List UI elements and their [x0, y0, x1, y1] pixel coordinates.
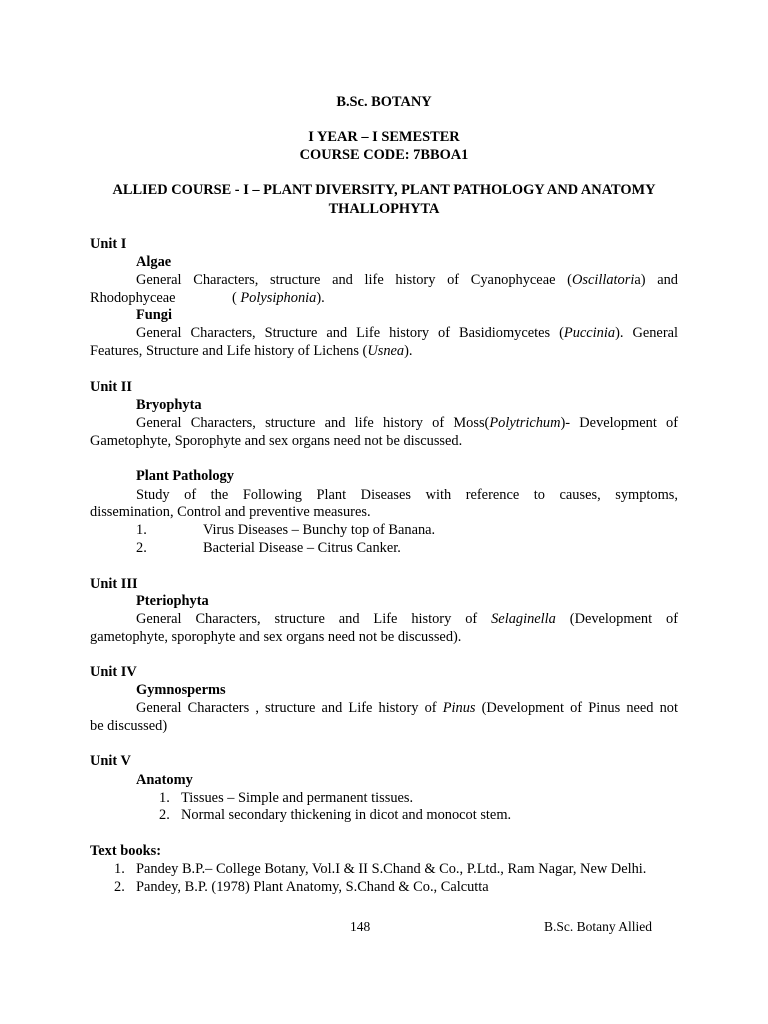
unit-3-label: Unit III: [90, 576, 138, 592]
bryophyta-line-1: General Characters, structure and life history of Moss(Polytrichum)- Development of: [136, 415, 679, 431]
list-item-number: 1.: [136, 522, 147, 538]
bryophyta-heading: Bryophyta: [136, 397, 202, 413]
algae-heading: Algae: [136, 254, 172, 270]
list-item: Tissues – Simple and permanent tissues.: [181, 790, 414, 806]
gymnosperms-heading: Gymnosperms: [136, 682, 226, 698]
list-item-number: 2.: [136, 540, 147, 556]
unit-5-label: Unit V: [90, 753, 131, 769]
running-footer: B.Sc. Botany Allied: [544, 919, 652, 934]
gymnosperms-line-2: be discussed): [90, 718, 168, 734]
bryophyta-line-2: Gametophyte, Sporophyte and sex organs need not be discussed.: [90, 433, 463, 449]
pteriophyta-line-1: General Characters, structure and Life history of Selaginella (Development of: [136, 611, 678, 627]
unit-1-label: Unit I: [90, 236, 127, 252]
pathology-heading: Plant Pathology: [136, 468, 234, 484]
pathology-line-2: dissemination, Control and preventive measures.: [90, 504, 371, 520]
course-code: COURSE CODE: 7BBOA1: [299, 147, 469, 163]
year-semester: I YEAR – I SEMESTER: [308, 129, 460, 145]
fungi-line-2: Features, Structure and Life history of Lichens (Usnea).: [90, 343, 413, 359]
unit-2-label: Unit II: [90, 379, 132, 395]
course-title: ALLIED COURSE - I – PLANT DIVERSITY, PLANT PATHOLOGY AND ANATOMY: [112, 182, 656, 198]
list-item-number: 2.: [114, 879, 125, 895]
list-item: Virus Diseases – Bunchy top of Banana.: [203, 522, 436, 538]
textbooks-heading: Text books:: [90, 843, 162, 859]
pteriophyta-heading: Pteriophyta: [136, 593, 209, 609]
list-item-number: 1.: [114, 861, 125, 877]
list-item: Bacterial Disease – Citrus Canker.: [203, 540, 401, 556]
page-number: 148: [350, 919, 371, 934]
unit-4-label: Unit IV: [90, 664, 137, 680]
anatomy-heading: Anatomy: [136, 772, 193, 788]
gymnosperms-line-1: General Characters , structure and Life history of Pinus (Development of Pinus need not: [136, 700, 678, 716]
program-title: B.Sc. BOTANY: [336, 94, 432, 110]
textbook-item: Pandey, B.P. (1978) Plant Anatomy, S.Chand & Co., Calcutta: [136, 879, 489, 895]
algae-line-2: Rhodophyceae: [90, 290, 176, 306]
fungi-heading: Fungi: [136, 307, 172, 323]
list-item: Normal secondary thickening in dicot and monocot stem.: [181, 807, 512, 823]
pathology-line-1: Study of the Following Plant Diseases with reference to causes, symptoms,: [136, 487, 678, 503]
pteriophyta-line-2: gametophyte, sporophyte and sex organs need not be discussed).: [90, 629, 462, 645]
list-item-number: 1.: [159, 790, 170, 806]
section-title: THALLOPHYTA: [328, 201, 440, 217]
algae-line-1: General Characters, structure and life history of Cyanophyceae (Oscillatoria) and: [136, 272, 678, 288]
algae-line-2b: ( Polysiphonia).: [232, 290, 325, 306]
list-item-number: 2.: [159, 807, 170, 823]
textbook-item: Pandey B.P.– College Botany, Vol.I & II S.Chand & Co., P.Ltd., Ram Nagar, New Delhi.: [136, 861, 647, 877]
fungi-line-1: General Characters, Structure and Life history of Basidiomycetes (Puccinia). General: [136, 325, 678, 341]
